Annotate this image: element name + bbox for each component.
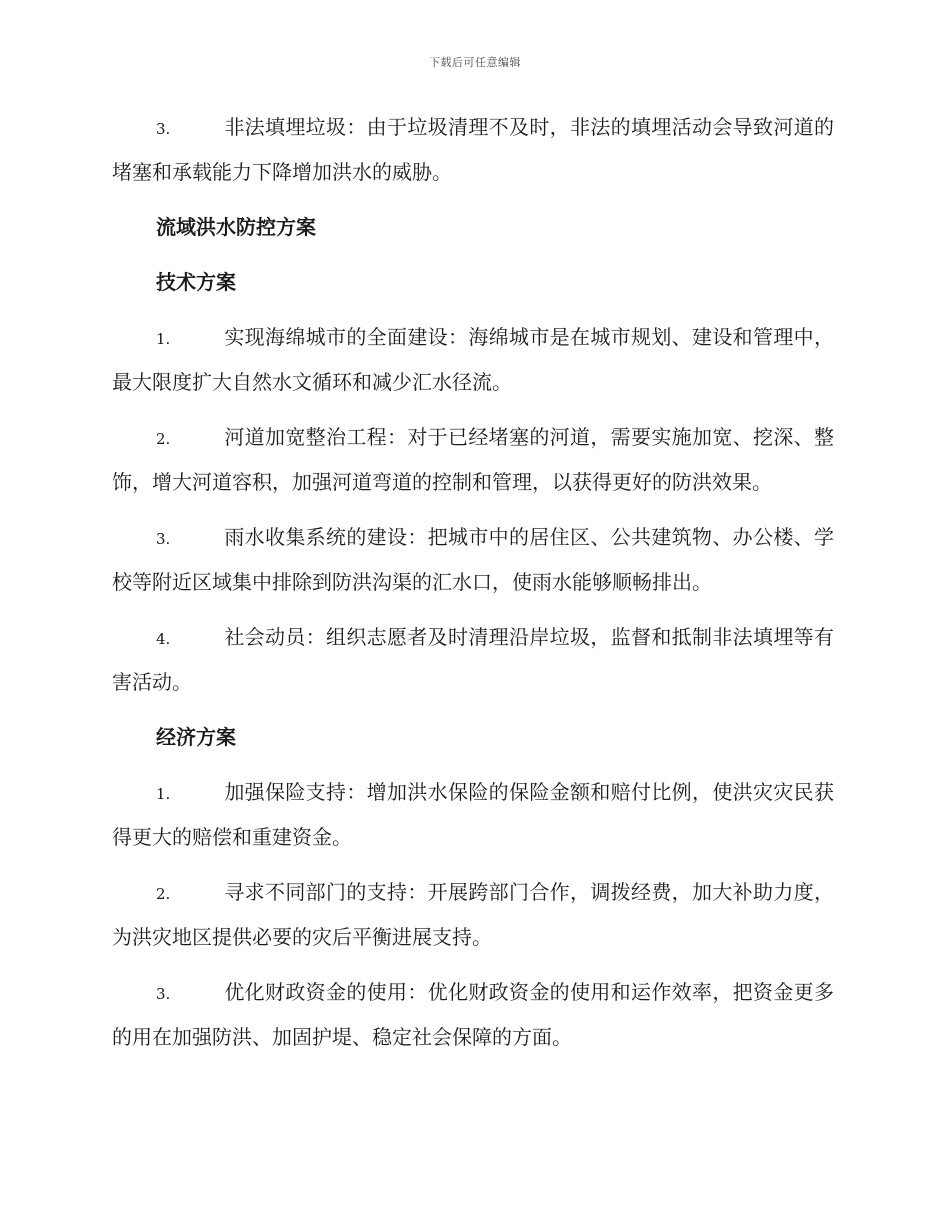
subsection-heading: 技术方案	[156, 270, 236, 294]
item-text: 优化财政资金的使用：优化财政资金的使用和运作效率，把资金更多的用在加强防洪、加固护堤、稳定社会保障的方面。	[112, 980, 834, 1049]
item-text: 社会动员：组织志愿者及时清理沿岸垃圾，监督和抵制非法填埋等有害活动。	[112, 625, 834, 694]
list-item	[112, 616, 834, 704]
item-number: 3.	[156, 120, 171, 138]
list-item	[112, 971, 834, 1059]
item-text: 寻求不同部门的支持：开展跨部门合作，调拨经费，加大补助力度，为洪灾地区提供必要的灾后平衡进展支持。	[112, 880, 834, 949]
item-number: 3.	[156, 985, 171, 1003]
list-item	[112, 516, 834, 604]
item-number: 3.	[156, 530, 171, 548]
document-body	[112, 106, 834, 1071]
item-text: 雨水收集系统的建设：把城市中的居住区、公共建筑物、办公楼、学校等附近区域集中排除到防洪沟渠的汇水口，使雨水能够顺畅排出。	[112, 525, 834, 594]
item-text: 实现海绵城市的全面建设：海绵城市是在城市规划、建设和管理中，最大限度扩大自然水文循环和减少汇水径流。	[112, 325, 834, 394]
section-heading: 流域洪水防控方案	[156, 215, 316, 239]
item-text: 非法填埋垃圾：由于垃圾清理不及时，非法的填埋活动会导致河道的堵塞和承载能力下降增加洪水的威胁。	[112, 115, 834, 184]
item-number: 2.	[156, 430, 171, 448]
item-number: 2.	[156, 885, 171, 903]
header-note: 下载后可任意编辑	[429, 56, 521, 69]
item-number: 1.	[156, 785, 171, 803]
item-text: 河道加宽整治工程：对于已经堵塞的河道，需要实施加宽、挖深、整饰，增大河道容积，加强河道弯道的控制和管理，以获得更好的防洪效果。	[112, 425, 834, 494]
item-number: 4.	[156, 630, 171, 648]
subsection-heading: 经济方案	[156, 725, 236, 749]
list-item	[112, 771, 834, 859]
item-number: 1.	[156, 330, 171, 348]
list-item	[112, 106, 834, 194]
list-item	[112, 316, 834, 404]
item-text: 加强保险支持：增加洪水保险的保险金额和赔付比例，使洪灾灾民获得更大的赔偿和重建资金。	[112, 780, 834, 849]
list-item	[112, 871, 834, 959]
list-item	[112, 416, 834, 504]
